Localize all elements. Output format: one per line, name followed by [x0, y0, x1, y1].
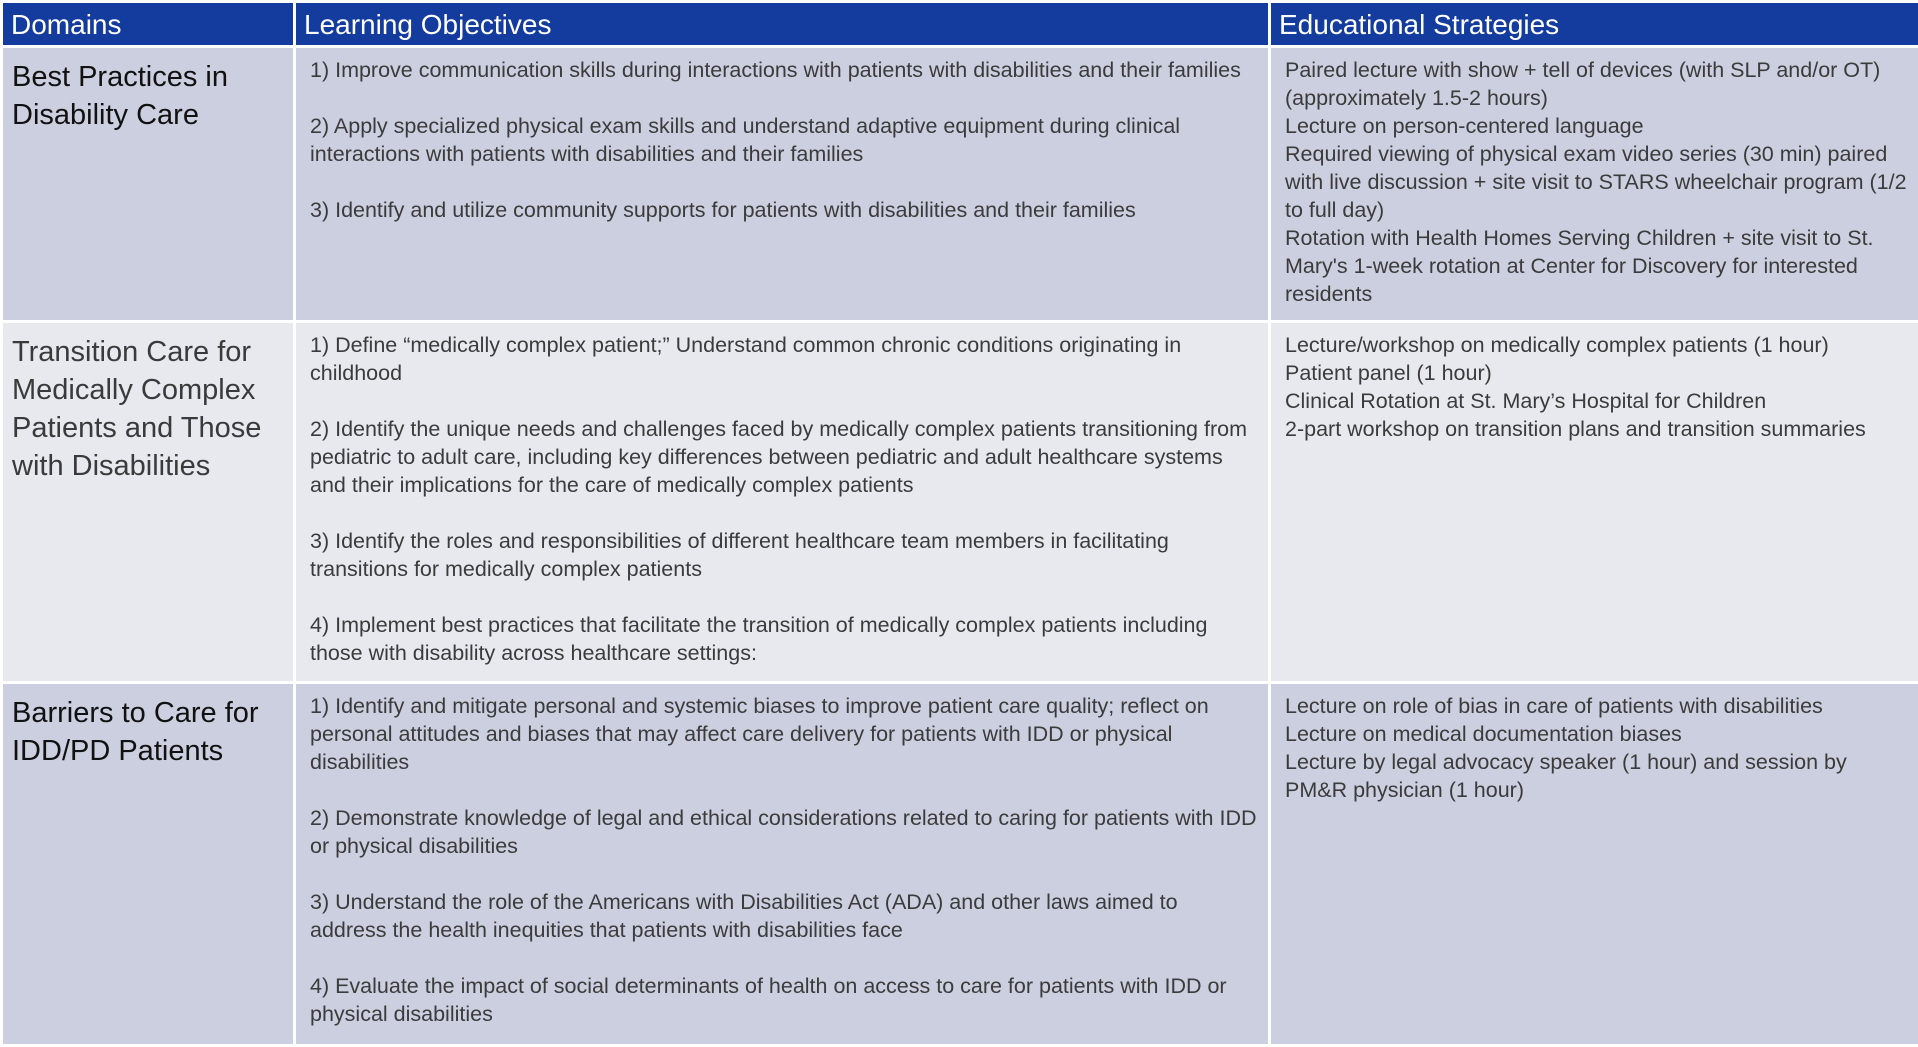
table-row	[2, 322, 1918, 683]
objective-item: 2) Identify the unique needs and challenges faced by medically complex patients transitioning from pediatric to adult care, including key differences between pediatric and adult healthcare systems and their implications for the care of medically complex patients	[310, 415, 1258, 499]
table-row	[2, 47, 1918, 322]
strategies-cell	[1270, 683, 1918, 1046]
strategy-item: Required viewing of physical exam video series (30 min) paired with live discussion + site visit to STARS wheelchair program (1/2 to full day)	[1285, 140, 1908, 224]
objective-item: 1) Improve communication skills during interactions with patients with disabilities and their families	[310, 56, 1258, 84]
strategy-item: Lecture on person-centered language	[1285, 112, 1908, 140]
objective-item: 4) Implement best practices that facilitate the transition of medically complex patients including those with disability across healthcare settings:	[310, 611, 1258, 667]
table-row	[2, 683, 1918, 1046]
strategy-item: Lecture by legal advocacy speaker (1 hour) and session by PM&R physician (1 hour)	[1285, 748, 1908, 804]
strategy-item: Paired lecture with show + tell of devices (with SLP and/or OT) (approximately 1.5-2 hours)	[1285, 56, 1908, 112]
strategies-cell	[1270, 47, 1918, 322]
strategy-item: 2-part workshop on transition plans and transition summaries	[1285, 415, 1908, 443]
strategy-item: Clinical Rotation at St. Mary’s Hospital for Children	[1285, 387, 1908, 415]
objective-item: 1) Identify and mitigate personal and systemic biases to improve patient care quality; reflect on personal attitudes and biases that may affect care delivery for patients with IDD or physical disabilities	[310, 692, 1258, 776]
header-educational-strategies: Educational Strategies	[1270, 2, 1918, 47]
objective-item: 4) Evaluate the impact of social determinants of health on access to care for patients with IDD or physical disabilities	[310, 972, 1258, 1028]
domain-cell: Transition Care for Medically Complex Patients and Those with Disabilities	[2, 322, 295, 683]
header-row	[2, 2, 1918, 47]
objectives-cell	[295, 47, 1270, 322]
header-learning-objectives: Learning Objectives	[295, 2, 1270, 47]
objective-item: 3) Identify the roles and responsibilities of different healthcare team members in facilitating transitions for medically complex patients	[310, 527, 1258, 583]
objectives-cell	[295, 322, 1270, 683]
strategies-cell	[1270, 322, 1918, 683]
objective-item: 1) Define “medically complex patient;” Understand common chronic conditions originating in childhood	[310, 331, 1258, 387]
strategy-item: Patient panel (1 hour)	[1285, 359, 1908, 387]
domain-cell: Barriers to Care for IDD/PD Patients	[2, 683, 295, 1046]
objective-item: 3) Understand the role of the Americans with Disabilities Act (ADA) and other laws aimed to address the health inequities that patients with disabilities face	[310, 888, 1258, 944]
domain-cell: Best Practices in Disability Care	[2, 47, 295, 322]
strategy-item: Lecture on role of bias in care of patients with disabilities	[1285, 692, 1908, 720]
strategy-item: Lecture on medical documentation biases	[1285, 720, 1908, 748]
objective-item: 2) Demonstrate knowledge of legal and ethical considerations related to caring for patients with IDD or physical disabilities	[310, 804, 1258, 860]
objective-item: 2) Apply specialized physical exam skills and understand adaptive equipment during clinical interactions with patients with disabilities and their families	[310, 112, 1258, 168]
header-domains: Domains	[2, 2, 295, 47]
objective-item: 3) Identify and utilize community supports for patients with disabilities and their families	[310, 196, 1258, 224]
strategy-item: Lecture/workshop on medically complex patients (1 hour)	[1285, 331, 1908, 359]
strategy-item: Rotation with Health Homes Serving Children + site visit to St. Mary's 1-week rotation at Center for Discovery for interested residents	[1285, 224, 1908, 308]
objectives-cell	[295, 683, 1270, 1046]
